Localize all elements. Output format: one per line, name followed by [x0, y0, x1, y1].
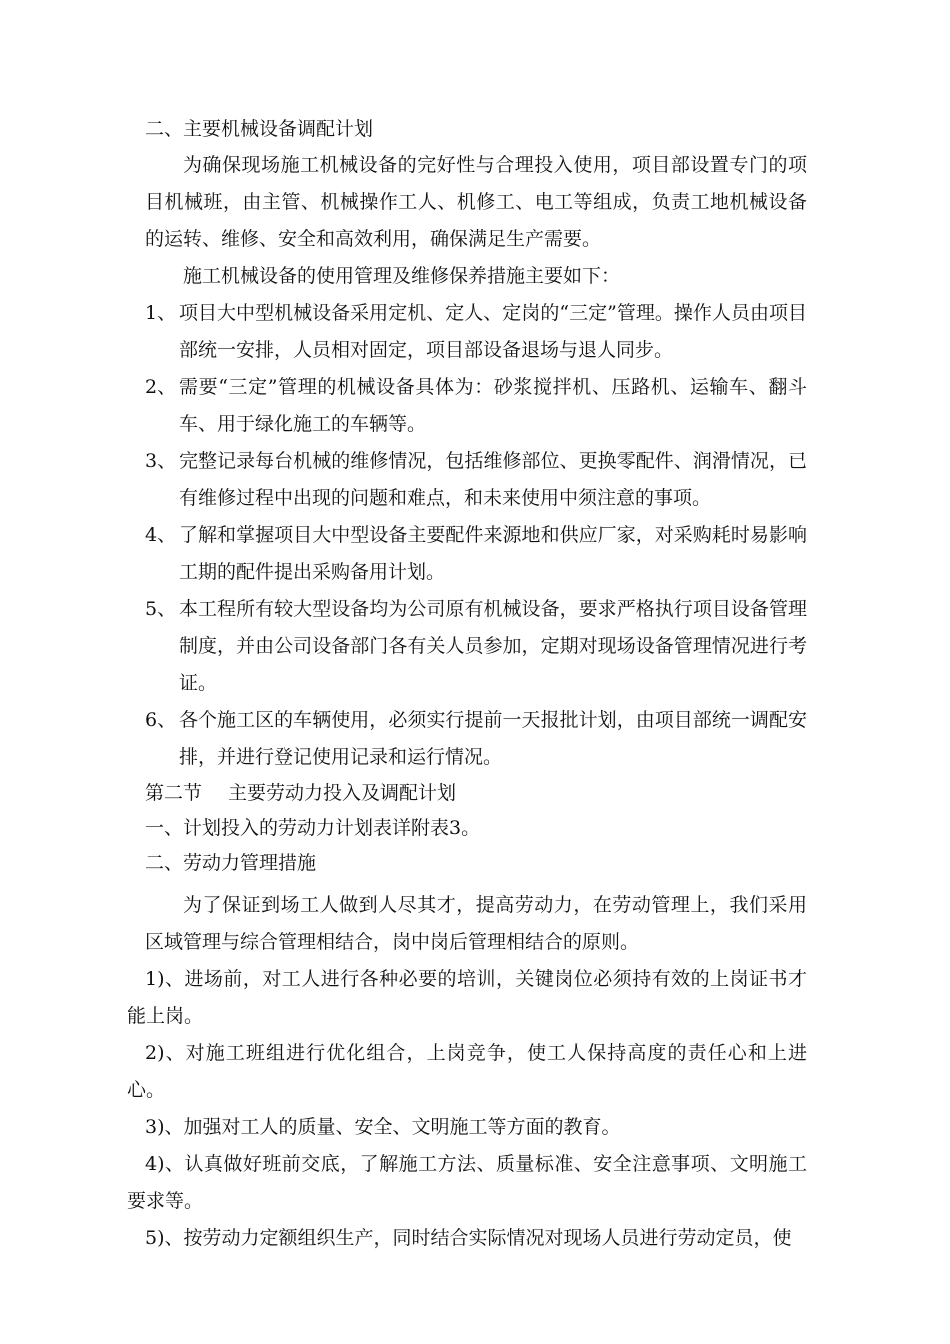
- list-item: [145, 369, 807, 443]
- list-item: [145, 295, 807, 369]
- list-item-text: 需要“三定”管理的机械设备具体为：砂浆搅拌机、压路机、运输车、翻斗车、用于绿化施工的车辆等。: [179, 376, 807, 435]
- section-heading: [145, 776, 807, 811]
- list-item-text: 项目大中型机械设备采用定机、定人、定岗的“三定”管理。操作人员由项目部统一安排，人员相对固定，项目部设备退场与退人同步。: [179, 302, 807, 361]
- paragraph-equipment-intro: 为确保现场施工机械设备的完好性与合理投入使用，项目部设置专门的项目机械班，由主管、机械操作工人、机修工、电工等组成，负责工地机械设备的运转、维修、安全和高效利用，确保满足生产需要。: [145, 154, 807, 250]
- paragraph-labor-intro: 为了保证到场工人做到人尽其才，提高劳动力，在劳动管理上，我们采用区域管理与综合管理相结合，岗中岗后管理相结合的原则。: [145, 894, 807, 953]
- list-item-number: 4、: [145, 524, 177, 546]
- document-body: [127, 112, 807, 1257]
- list-item: [145, 443, 807, 517]
- list-item-number: 5、: [145, 598, 177, 620]
- sub-item: 5)、按劳动力定额组织生产，同时结合实际情况对现场人员进行劳动定员，使: [145, 1227, 792, 1249]
- list-item: [145, 702, 807, 776]
- list-item-text: 本工程所有较大型设备均为公司原有机械设备，要求严格执行项目设备管理制度，并由公司设备部门各有关人员参加，定期对现场设备管理情况进行考证。: [179, 598, 807, 694]
- list-item: [145, 591, 807, 702]
- sub-item: 1)、进场前，对工人进行各种必要的培训，关键岗位必须持有效的上岗证书才能上岗。: [127, 968, 807, 1027]
- sub-item: 2)、对施工班组进行优化组合，上岗竞争，使工人保持高度的责任心和上进心。: [127, 1042, 807, 1101]
- list-item-text: 了解和掌握项目大中型设备主要配件来源地和供应厂家，对采购耗时易影响工期的配件提出采购备用计划。: [179, 524, 807, 583]
- sub-item: 4)、认真做好班前交底，了解施工方法、质量标准、安全注意事项、文明施工要求等。: [127, 1153, 807, 1212]
- heading-equipment-plan: 二、主要机械设备调配计划: [145, 118, 374, 140]
- paragraph-equipment-measures: 施工机械设备的使用管理及维修保养措施主要如下：: [183, 265, 621, 287]
- heading-labor-plan: 一、计划投入的劳动力计划表详附表3。: [145, 817, 481, 839]
- section-number: 第二节: [145, 782, 203, 804]
- sub-item: 3)、加强对工人的质量、安全、文明施工等方面的教育。: [145, 1116, 621, 1138]
- list-item-number: 2、: [145, 376, 177, 398]
- section-title: 主要劳动力投入及调配计划: [228, 782, 457, 804]
- list-item: [145, 517, 807, 591]
- heading-labor-measures: 二、劳动力管理措施: [145, 852, 317, 874]
- list-item-number: 1、: [145, 302, 177, 324]
- list-item-text: 完整记录每台机械的维修情况，包括维修部位、更换零配件、润滑情况，已有维修过程中出现的问题和难点，和未来使用中须注意的事项。: [179, 450, 807, 509]
- list-item-number: 3、: [145, 450, 177, 472]
- list-item-number: 6、: [145, 709, 177, 731]
- list-item-text: 各个施工区的车辆使用，必须实行提前一天报批计划，由项目部统一调配安排，并进行登记使用记录和运行情况。: [179, 709, 807, 768]
